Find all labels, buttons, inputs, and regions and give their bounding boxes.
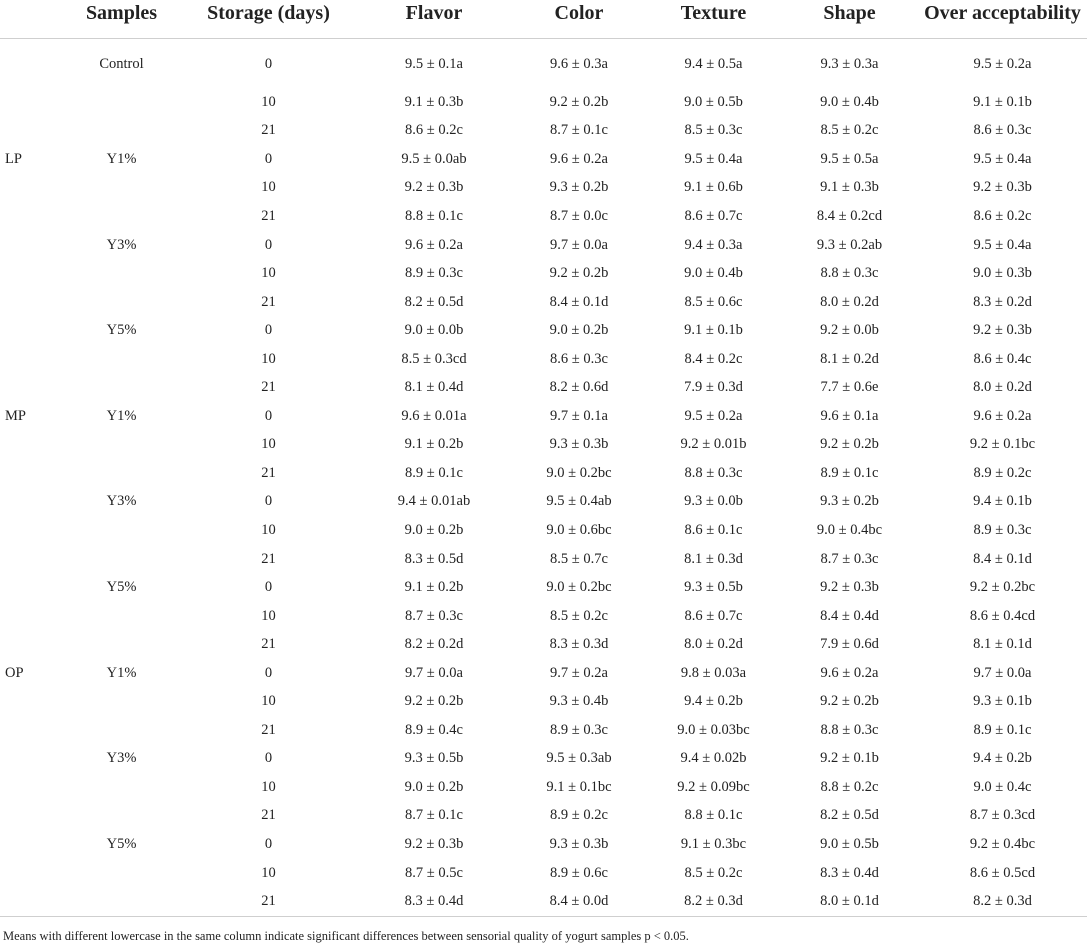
- group-cell: [0, 174, 62, 203]
- texture-cell: 9.0 ± 0.03bc: [677, 721, 750, 738]
- texture-cell: 9.8 ± 0.03a: [680, 664, 747, 681]
- table-row: [0, 202, 1087, 231]
- group-cell: [0, 202, 62, 231]
- table-row: [0, 402, 1087, 431]
- group-cell: [0, 345, 62, 374]
- shape-cell: 9.1 ± 0.3b: [820, 179, 879, 196]
- color-cell: 9.0 ± 0.2bc: [546, 464, 612, 481]
- shape-cell: 9.3 ± 0.3a: [820, 56, 879, 72]
- acceptability-cell: 9.2 ± 0.2bc: [969, 579, 1036, 596]
- color-cell: 8.5 ± 0.7c: [550, 550, 608, 567]
- shape-cell: 9.0 ± 0.4bc: [816, 521, 883, 538]
- flavor-cell: 9.4 ± 0.01ab: [397, 493, 471, 510]
- shape-cell: 8.8 ± 0.3c: [820, 721, 879, 738]
- acceptability-cell: 9.2 ± 0.3b: [973, 322, 1032, 339]
- sample-cell: Y3%: [106, 236, 137, 253]
- texture-cell: 8.6 ± 0.7c: [684, 607, 743, 624]
- color-cell: 9.0 ± 0.2bc: [546, 579, 612, 596]
- group-cell: [0, 459, 62, 488]
- table-row: [0, 630, 1087, 659]
- flavor-cell: 8.3 ± 0.4d: [404, 893, 464, 910]
- group-cell: MP: [5, 407, 26, 424]
- sample-cell: [62, 545, 181, 574]
- texture-cell: 8.2 ± 0.3d: [684, 893, 743, 910]
- texture-cell: 8.1 ± 0.3d: [684, 550, 743, 567]
- acceptability-cell: 8.6 ± 0.4cd: [969, 607, 1036, 624]
- texture-cell: 9.4 ± 0.5a: [684, 56, 743, 72]
- storage-cell: 10: [261, 778, 276, 795]
- texture-cell: 8.4 ± 0.2c: [684, 350, 743, 367]
- shape-cell: 8.2 ± 0.5d: [820, 807, 879, 824]
- acceptability-cell: 8.9 ± 0.3c: [973, 521, 1032, 538]
- header-texture: Texture: [646, 0, 781, 39]
- acceptability-cell: 9.2 ± 0.3b: [973, 179, 1032, 196]
- sample-cell: Y1%: [106, 664, 137, 681]
- flavor-cell: 8.7 ± 0.3c: [405, 607, 463, 624]
- acceptability-cell: 8.6 ± 0.4c: [973, 350, 1032, 367]
- storage-cell: 0: [264, 750, 273, 767]
- flavor-cell: 8.9 ± 0.1c: [405, 464, 463, 481]
- flavor-cell: 9.2 ± 0.3b: [404, 179, 464, 196]
- table-row: [0, 659, 1087, 688]
- group-cell: [0, 259, 62, 288]
- storage-cell: 0: [264, 322, 273, 339]
- flavor-cell: 9.6 ± 0.2a: [405, 236, 463, 253]
- color-cell: 9.5 ± 0.3ab: [546, 750, 612, 767]
- acceptability-cell: 9.3 ± 0.1b: [973, 693, 1032, 710]
- storage-cell: 0: [264, 579, 273, 596]
- shape-cell: 9.2 ± 0.0b: [820, 322, 879, 339]
- table-row: [0, 516, 1087, 545]
- flavor-cell: 9.7 ± 0.0a: [405, 664, 463, 681]
- shape-cell: 7.7 ± 0.6e: [820, 379, 879, 396]
- color-cell: 9.2 ± 0.2b: [549, 265, 609, 282]
- color-cell: 9.2 ± 0.2b: [549, 93, 609, 110]
- acceptability-cell: 8.4 ± 0.1d: [973, 550, 1032, 567]
- storage-cell: 0: [264, 664, 273, 681]
- group-cell: [0, 231, 62, 260]
- table-row: [0, 602, 1087, 631]
- texture-cell: 9.2 ± 0.09bc: [677, 778, 750, 795]
- sample-cell: Y1%: [106, 150, 137, 167]
- flavor-cell: 9.1 ± 0.2b: [404, 579, 464, 596]
- sample-cell: [62, 117, 181, 146]
- color-cell: 8.7 ± 0.1c: [550, 122, 608, 139]
- color-cell: 8.9 ± 0.6c: [550, 864, 608, 881]
- table-row: [0, 231, 1087, 260]
- storage-cell: 21: [261, 207, 276, 224]
- acceptability-cell: 8.6 ± 0.5cd: [969, 864, 1036, 881]
- color-cell: 8.7 ± 0.0c: [550, 207, 608, 224]
- storage-cell: 21: [261, 807, 276, 824]
- table-row: [0, 687, 1087, 716]
- texture-cell: 9.5 ± 0.2a: [684, 407, 743, 424]
- texture-cell: 8.5 ± 0.6c: [684, 293, 743, 310]
- acceptability-cell: 8.9 ± 0.2c: [973, 464, 1032, 481]
- color-cell: 8.4 ± 0.0d: [549, 893, 609, 910]
- texture-cell: 8.8 ± 0.3c: [684, 464, 743, 481]
- group-cell: [0, 39, 62, 89]
- table-row: [0, 830, 1087, 859]
- shape-cell: 9.0 ± 0.5b: [820, 835, 879, 852]
- flavor-cell: 8.1 ± 0.4d: [404, 379, 464, 396]
- storage-cell: 0: [264, 56, 273, 72]
- shape-cell: 8.7 ± 0.3c: [820, 550, 879, 567]
- color-cell: 9.5 ± 0.4ab: [546, 493, 612, 510]
- shape-cell: 9.2 ± 0.3b: [820, 579, 879, 596]
- texture-cell: 8.5 ± 0.2c: [684, 864, 743, 881]
- group-cell: [0, 488, 62, 517]
- table-row: [0, 573, 1087, 602]
- group-cell: [0, 316, 62, 345]
- shape-cell: 9.6 ± 0.2a: [820, 664, 879, 681]
- storage-cell: 10: [261, 179, 276, 196]
- acceptability-cell: 9.0 ± 0.4c: [973, 778, 1032, 795]
- shape-cell: 8.8 ± 0.2c: [820, 778, 879, 795]
- flavor-cell: 9.2 ± 0.2b: [404, 693, 464, 710]
- storage-cell: 10: [261, 864, 276, 881]
- header-samples: Samples: [62, 0, 181, 39]
- texture-cell: 8.6 ± 0.1c: [684, 521, 743, 538]
- table-body: [0, 39, 1087, 917]
- table-row: [0, 345, 1087, 374]
- shape-cell: 9.2 ± 0.2b: [820, 436, 879, 453]
- sample-cell: [62, 202, 181, 231]
- sample-cell: [62, 630, 181, 659]
- texture-cell: 8.6 ± 0.7c: [684, 207, 743, 224]
- acceptability-cell: 9.6 ± 0.2a: [973, 407, 1032, 424]
- texture-cell: 9.2 ± 0.01b: [680, 436, 747, 453]
- sample-cell: [62, 88, 181, 117]
- sample-cell: [62, 516, 181, 545]
- flavor-cell: 8.2 ± 0.2d: [404, 636, 464, 653]
- sample-cell: [62, 373, 181, 402]
- table-row: [0, 259, 1087, 288]
- shape-cell: 8.1 ± 0.2d: [820, 350, 879, 367]
- storage-cell: 21: [261, 721, 276, 738]
- flavor-cell: 9.0 ± 0.2b: [404, 521, 464, 538]
- group-cell: OP: [5, 664, 24, 681]
- color-cell: 8.9 ± 0.3c: [550, 721, 608, 738]
- group-cell: [0, 117, 62, 146]
- storage-cell: 21: [261, 464, 276, 481]
- storage-cell: 10: [261, 265, 276, 282]
- header-shape: Shape: [781, 0, 918, 39]
- group-cell: [0, 687, 62, 716]
- storage-cell: 0: [264, 493, 273, 510]
- sample-cell: [62, 687, 181, 716]
- acceptability-cell: 9.1 ± 0.1b: [973, 93, 1032, 110]
- storage-cell: 21: [261, 122, 276, 139]
- storage-cell: 10: [261, 350, 276, 367]
- header-color: Color: [512, 0, 646, 39]
- sample-cell: [62, 802, 181, 831]
- flavor-cell: 8.5 ± 0.3cd: [401, 350, 467, 367]
- table-row: [0, 545, 1087, 574]
- group-cell: [0, 802, 62, 831]
- acceptability-cell: 8.9 ± 0.1c: [973, 721, 1032, 738]
- sample-cell: [62, 345, 181, 374]
- texture-cell: 8.0 ± 0.2d: [684, 636, 743, 653]
- acceptability-cell: 9.5 ± 0.4a: [973, 150, 1032, 167]
- color-cell: 8.4 ± 0.1d: [549, 293, 609, 310]
- shape-cell: 8.8 ± 0.3c: [820, 265, 879, 282]
- table-footnote: Means with different lowercase in the same column indicate significant differences between sensorial quality of yogurt samples p < 0.05.: [3, 929, 689, 943]
- sample-cell: Y5%: [106, 835, 137, 852]
- shape-cell: 9.5 ± 0.5a: [820, 150, 879, 167]
- acceptability-cell: 9.4 ± 0.1b: [973, 493, 1032, 510]
- table-row: [0, 316, 1087, 345]
- storage-cell: 0: [264, 835, 273, 852]
- shape-cell: 8.0 ± 0.2d: [820, 293, 879, 310]
- flavor-cell: 9.1 ± 0.3b: [404, 93, 464, 110]
- shape-cell: 9.2 ± 0.2b: [820, 693, 879, 710]
- table-row: [0, 288, 1087, 317]
- color-cell: 9.3 ± 0.3b: [549, 835, 609, 852]
- header-flavor: Flavor: [356, 0, 512, 39]
- sample-cell: [62, 459, 181, 488]
- flavor-cell: 8.9 ± 0.3c: [405, 265, 463, 282]
- table-row: [0, 174, 1087, 203]
- color-cell: 9.0 ± 0.6bc: [546, 521, 612, 538]
- header-group: [0, 0, 62, 39]
- color-cell: 9.0 ± 0.2b: [549, 322, 609, 339]
- color-cell: 8.6 ± 0.3c: [550, 350, 608, 367]
- sample-cell: Y1%: [106, 407, 137, 424]
- shape-cell: 9.3 ± 0.2b: [820, 493, 879, 510]
- texture-cell: 9.1 ± 0.3bc: [680, 835, 747, 852]
- table-row: [0, 88, 1087, 117]
- acceptability-cell: 9.7 ± 0.0a: [973, 664, 1032, 681]
- storage-cell: 10: [261, 93, 276, 110]
- shape-cell: 8.9 ± 0.1c: [820, 464, 879, 481]
- shape-cell: 9.2 ± 0.1b: [820, 750, 879, 767]
- sample-cell: Y5%: [106, 579, 137, 596]
- sample-cell: [62, 259, 181, 288]
- texture-cell: 9.3 ± 0.0b: [684, 493, 743, 510]
- group-cell: [0, 431, 62, 460]
- acceptability-cell: 8.2 ± 0.3d: [973, 893, 1032, 910]
- shape-cell: 9.6 ± 0.1a: [820, 407, 879, 424]
- table-row: [0, 39, 1087, 89]
- group-cell: [0, 288, 62, 317]
- sample-cell: Y3%: [106, 750, 137, 767]
- color-cell: 8.9 ± 0.2c: [550, 807, 608, 824]
- sample-cell: [62, 887, 181, 916]
- shape-cell: 9.0 ± 0.4b: [820, 93, 879, 110]
- flavor-cell: 8.7 ± 0.1c: [405, 807, 463, 824]
- color-cell: 9.6 ± 0.3a: [550, 56, 608, 72]
- table-row: [0, 745, 1087, 774]
- flavor-cell: 8.3 ± 0.5d: [404, 550, 464, 567]
- acceptability-cell: 9.2 ± 0.1bc: [969, 436, 1036, 453]
- acceptability-cell: 9.2 ± 0.4bc: [969, 835, 1036, 852]
- group-cell: [0, 516, 62, 545]
- flavor-cell: 9.2 ± 0.3b: [404, 835, 464, 852]
- group-cell: [0, 716, 62, 745]
- table-row: [0, 373, 1087, 402]
- header-row: [0, 0, 1087, 39]
- group-cell: [0, 830, 62, 859]
- flavor-cell: 9.5 ± 0.0ab: [401, 150, 467, 167]
- group-cell: [0, 373, 62, 402]
- table-row: [0, 773, 1087, 802]
- storage-cell: 21: [261, 550, 276, 567]
- acceptability-cell: 8.7 ± 0.3cd: [969, 807, 1036, 824]
- texture-cell: 8.5 ± 0.3c: [684, 122, 743, 139]
- shape-cell: 8.5 ± 0.2c: [820, 122, 879, 139]
- storage-cell: 21: [261, 636, 276, 653]
- sample-cell: [62, 174, 181, 203]
- sample-cell: [62, 773, 181, 802]
- group-cell: [0, 88, 62, 117]
- sample-cell: [62, 431, 181, 460]
- acceptability-cell: 9.5 ± 0.2a: [973, 56, 1032, 72]
- shape-cell: 8.4 ± 0.4d: [820, 607, 879, 624]
- sample-cell: Y3%: [106, 493, 137, 510]
- flavor-cell: 8.7 ± 0.5c: [405, 864, 463, 881]
- color-cell: 9.3 ± 0.3b: [549, 436, 609, 453]
- acceptability-cell: 8.0 ± 0.2d: [973, 379, 1032, 396]
- table-row: [0, 117, 1087, 146]
- acceptability-cell: 8.6 ± 0.2c: [973, 207, 1032, 224]
- color-cell: 9.7 ± 0.1a: [550, 407, 608, 424]
- color-cell: 9.1 ± 0.1bc: [546, 778, 612, 795]
- sample-cell: [62, 288, 181, 317]
- group-cell: [0, 887, 62, 916]
- sample-cell: [62, 859, 181, 888]
- header-acceptability: Over acceptability: [918, 0, 1087, 39]
- group-cell: [0, 859, 62, 888]
- storage-cell: 10: [261, 693, 276, 710]
- flavor-cell: 8.8 ± 0.1c: [405, 207, 463, 224]
- group-cell: [0, 573, 62, 602]
- texture-cell: 9.0 ± 0.4b: [684, 265, 743, 282]
- acceptability-cell: 8.3 ± 0.2d: [973, 293, 1032, 310]
- sample-cell: Control: [99, 56, 144, 72]
- table-row: [0, 459, 1087, 488]
- flavor-cell: 8.2 ± 0.5d: [404, 293, 464, 310]
- table-row: [0, 431, 1087, 460]
- texture-cell: 9.3 ± 0.5b: [684, 579, 743, 596]
- storage-cell: 21: [261, 293, 276, 310]
- texture-cell: 9.0 ± 0.5b: [684, 93, 743, 110]
- shape-cell: 7.9 ± 0.6d: [820, 636, 879, 653]
- texture-cell: 9.1 ± 0.6b: [684, 179, 743, 196]
- texture-cell: 9.5 ± 0.4a: [684, 150, 743, 167]
- storage-cell: 0: [264, 236, 273, 253]
- header-storage: Storage (days): [181, 0, 356, 39]
- flavor-cell: 8.9 ± 0.4c: [405, 721, 463, 738]
- group-cell: [0, 602, 62, 631]
- shape-cell: 8.3 ± 0.4d: [820, 864, 879, 881]
- table-header: [0, 0, 1087, 39]
- table-row: [0, 859, 1087, 888]
- sample-cell: [62, 602, 181, 631]
- sample-cell: [62, 716, 181, 745]
- flavor-cell: 9.1 ± 0.2b: [404, 436, 464, 453]
- storage-cell: 0: [264, 407, 273, 424]
- texture-cell: 9.4 ± 0.2b: [684, 693, 743, 710]
- acceptability-cell: 9.5 ± 0.4a: [973, 236, 1032, 253]
- table-row: [0, 887, 1087, 916]
- flavor-cell: 8.6 ± 0.2c: [405, 122, 463, 139]
- flavor-cell: 9.3 ± 0.5b: [404, 750, 464, 767]
- flavor-cell: 9.5 ± 0.1a: [405, 56, 463, 72]
- flavor-cell: 9.6 ± 0.01a: [401, 407, 467, 424]
- color-cell: 8.5 ± 0.2c: [550, 607, 608, 624]
- table-row: [0, 145, 1087, 174]
- color-cell: 9.7 ± 0.2a: [550, 664, 608, 681]
- table-row: [0, 716, 1087, 745]
- flavor-cell: 9.0 ± 0.0b: [404, 322, 464, 339]
- group-cell: [0, 745, 62, 774]
- color-cell: 9.7 ± 0.0a: [550, 236, 608, 253]
- acceptability-cell: 9.4 ± 0.2b: [973, 750, 1032, 767]
- texture-cell: 8.8 ± 0.1c: [684, 807, 743, 824]
- group-cell: LP: [5, 150, 22, 167]
- group-cell: [0, 630, 62, 659]
- texture-cell: 7.9 ± 0.3d: [684, 379, 743, 396]
- storage-cell: 10: [261, 436, 276, 453]
- shape-cell: 8.0 ± 0.1d: [820, 893, 879, 910]
- storage-cell: 21: [261, 379, 276, 396]
- texture-cell: 9.4 ± 0.02b: [680, 750, 747, 767]
- texture-cell: 9.4 ± 0.3a: [684, 236, 743, 253]
- color-cell: 9.6 ± 0.2a: [550, 150, 608, 167]
- table-row: [0, 488, 1087, 517]
- storage-cell: 0: [264, 150, 273, 167]
- color-cell: 9.3 ± 0.2b: [549, 179, 609, 196]
- texture-cell: 9.1 ± 0.1b: [684, 322, 743, 339]
- group-cell: [0, 773, 62, 802]
- storage-cell: 10: [261, 521, 276, 538]
- storage-cell: 21: [261, 893, 276, 910]
- storage-cell: 10: [261, 607, 276, 624]
- sample-cell: Y5%: [106, 322, 137, 339]
- acceptability-cell: 8.1 ± 0.1d: [973, 636, 1032, 653]
- shape-cell: 9.3 ± 0.2ab: [816, 236, 883, 253]
- color-cell: 9.3 ± 0.4b: [549, 693, 609, 710]
- group-cell: [0, 545, 62, 574]
- color-cell: 8.3 ± 0.3d: [549, 636, 609, 653]
- color-cell: 8.2 ± 0.6d: [549, 379, 609, 396]
- flavor-cell: 9.0 ± 0.2b: [404, 778, 464, 795]
- table-row: [0, 802, 1087, 831]
- acceptability-cell: 8.6 ± 0.3c: [973, 122, 1032, 139]
- acceptability-cell: 9.0 ± 0.3b: [973, 265, 1032, 282]
- shape-cell: 8.4 ± 0.2cd: [816, 207, 883, 224]
